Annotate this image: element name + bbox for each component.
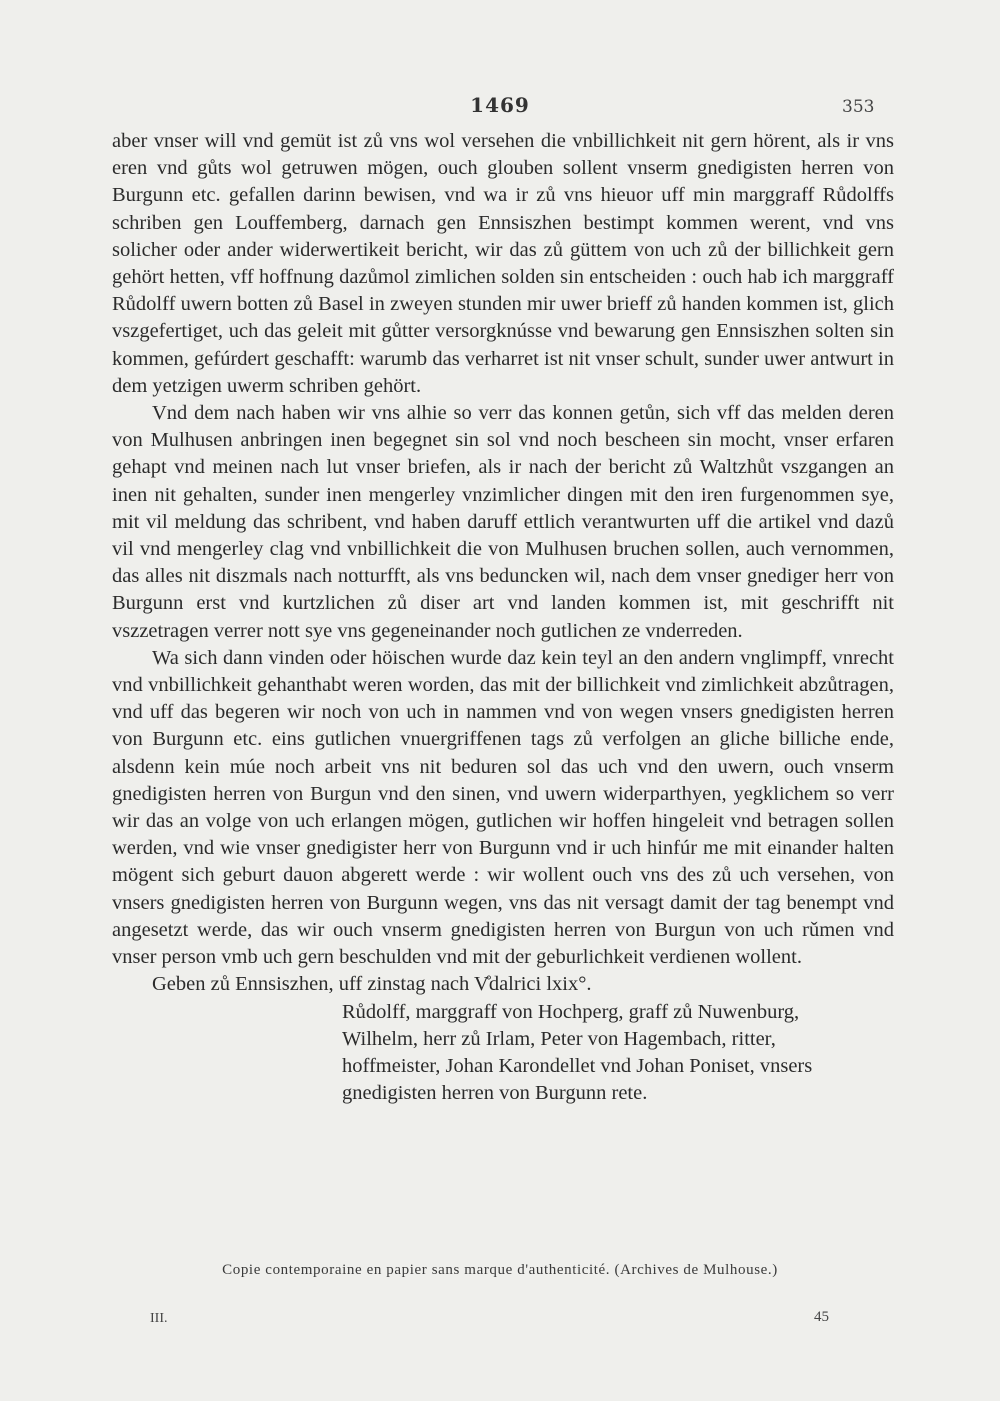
closing-date-line: Geben zů Ennsiszhen, uff zinstag nach V̊dalrici lxix°. xyxy=(152,973,592,996)
paragraph-continuation: aber vnser will vnd gemüt ist zů vns wol versehen die vnbillichkeit nit gern hörent, als ir vns eren vnd gůts wol getruwen mögen, ouch glouben sollent vnserm gnedigisten herren von Burgunn etc. gefallen darinn bewisen, vnd wa ir zů vns hieuor uff min marggraff Růdolffs schriben gen Louffemberg, darnach gen Ennsiszhen bestimpt kommen werent, vnd vns solicher oder ander widerwertikeit bericht, wir das zů güttem von uch zů der billichkeit gern gehört hetten, vff hoffnung dazůmol zimlichen solden sin entscheiden : ouch hab ich marggraff Růdolff uwern botten zů Basel in zweyen stunden mir uwer brieff zů handen kommen ist, glich vszgefertiget, uch das geleit mit gůtter versorgknússe vnd bewarung gen Ennsiszhen solten sin kommen, gefúrdert geschafft: warumb das verharret ist nit vnser schult, sunder uwer antwurt in dem yetzigen uwerm schriben gehört. xyxy=(112,130,894,397)
footer-volume-number: III. xyxy=(150,1311,168,1326)
header-year: 1469 xyxy=(470,93,530,117)
source-footnote: Copie contemporaine en papier sans marque d'authenticité. (Archives de Mulhouse.) xyxy=(222,1262,778,1278)
document-body xyxy=(112,128,894,1107)
signature-line: Růdolff, marggraff von Hochperg, graff zů Nuwenburg, xyxy=(342,1000,800,1023)
footer-sheet-number: 45 xyxy=(814,1309,829,1325)
signature-line: hoffmeister, Johan Karondellet vnd Johan Poniset, vnsers xyxy=(342,1054,813,1077)
signature-line: gnedigisten herren von Burgunn rete. xyxy=(342,1082,648,1105)
header-page-number: 353 xyxy=(842,97,875,117)
paragraph: Vnd dem nach haben wir vns alhie so verr das konnen getůn, sich vff das melden deren von Mulhusen anbringen inen begegnet sin sol vnd noch bescheen sin mocht, vnser erfaren gehapt vnd meinen nach lut vnser briefen, als ir nach der bericht zů Waltzhůt vszgangen an inen nit gehalten, sunder inen mengerley vnzimlicher dingen mit den iren furgenommen sye, mit vil meldung das schribent, vnd haben daruff ettlich verantwurten uff die artikel vnd dazů vil vnd mengerley clag vnd vnbillichkeit die von Mulhusen bruchen sollen, auch vernommen, das alles nit diszmals nach notturfft, als vns beduncken wil, nach dem vnser gnediger herr von Burgunn erst vnd kurtzlichen zů diser art vnd landen kommen ist, mit geschrifft nit vszzetragen verrer nott sye vns gegeneinander noch gutlichen ze vnderreden. xyxy=(112,402,894,642)
signature-line: Wilhelm, herr zů Irlam, Peter von Hagembach, ritter, xyxy=(342,1027,776,1050)
signature-block xyxy=(112,999,894,1108)
paragraph: Wa sich dann vinden oder höischen wurde daz kein teyl an den andern vnglimpff, vnrecht vnd vnbillichkeit gehanthabt weren worden, das mit der billichkeit vnd zimlichkeit abzůtragen, vnd uff das begeren wir noch von uch in nammen vnd von wegen vnsers gnedigisten herren von Burgunn etc. eins gutlichen vnuergriffenen tags zů verfolgen an gliche billiche ende, alsdenn kein múe noch arbeit vns nit beduren sol das uch vnd den uwern, ouch vnserm gnedigisten herren von Burgun vnd den sinen, vnd uwern widerparthyen, yegklichem so verr wir das an volge von uch erlangen mögen, gutlichen wir hoffen hingeleit vnd betragen sollen werden, vnd wie vnser gnedigister herr von Burgunn vnd ir uch hinfúr me mit einander halten mögent sich geburt dauon abgerett werde : wir wollent ouch vns des zů uch versehen, von vnsers gnedigisten herren von Burgunn wegen, vns das nit versagt damit der tag benempt vnd angesetzt werde, das wir ouch vnserm gnedigisten herren von Burgun von uch rǔmen vnd vnser person vmb uch gern beschulden vnd mit der geburlichkeit verdienen wollent. xyxy=(112,646,894,969)
